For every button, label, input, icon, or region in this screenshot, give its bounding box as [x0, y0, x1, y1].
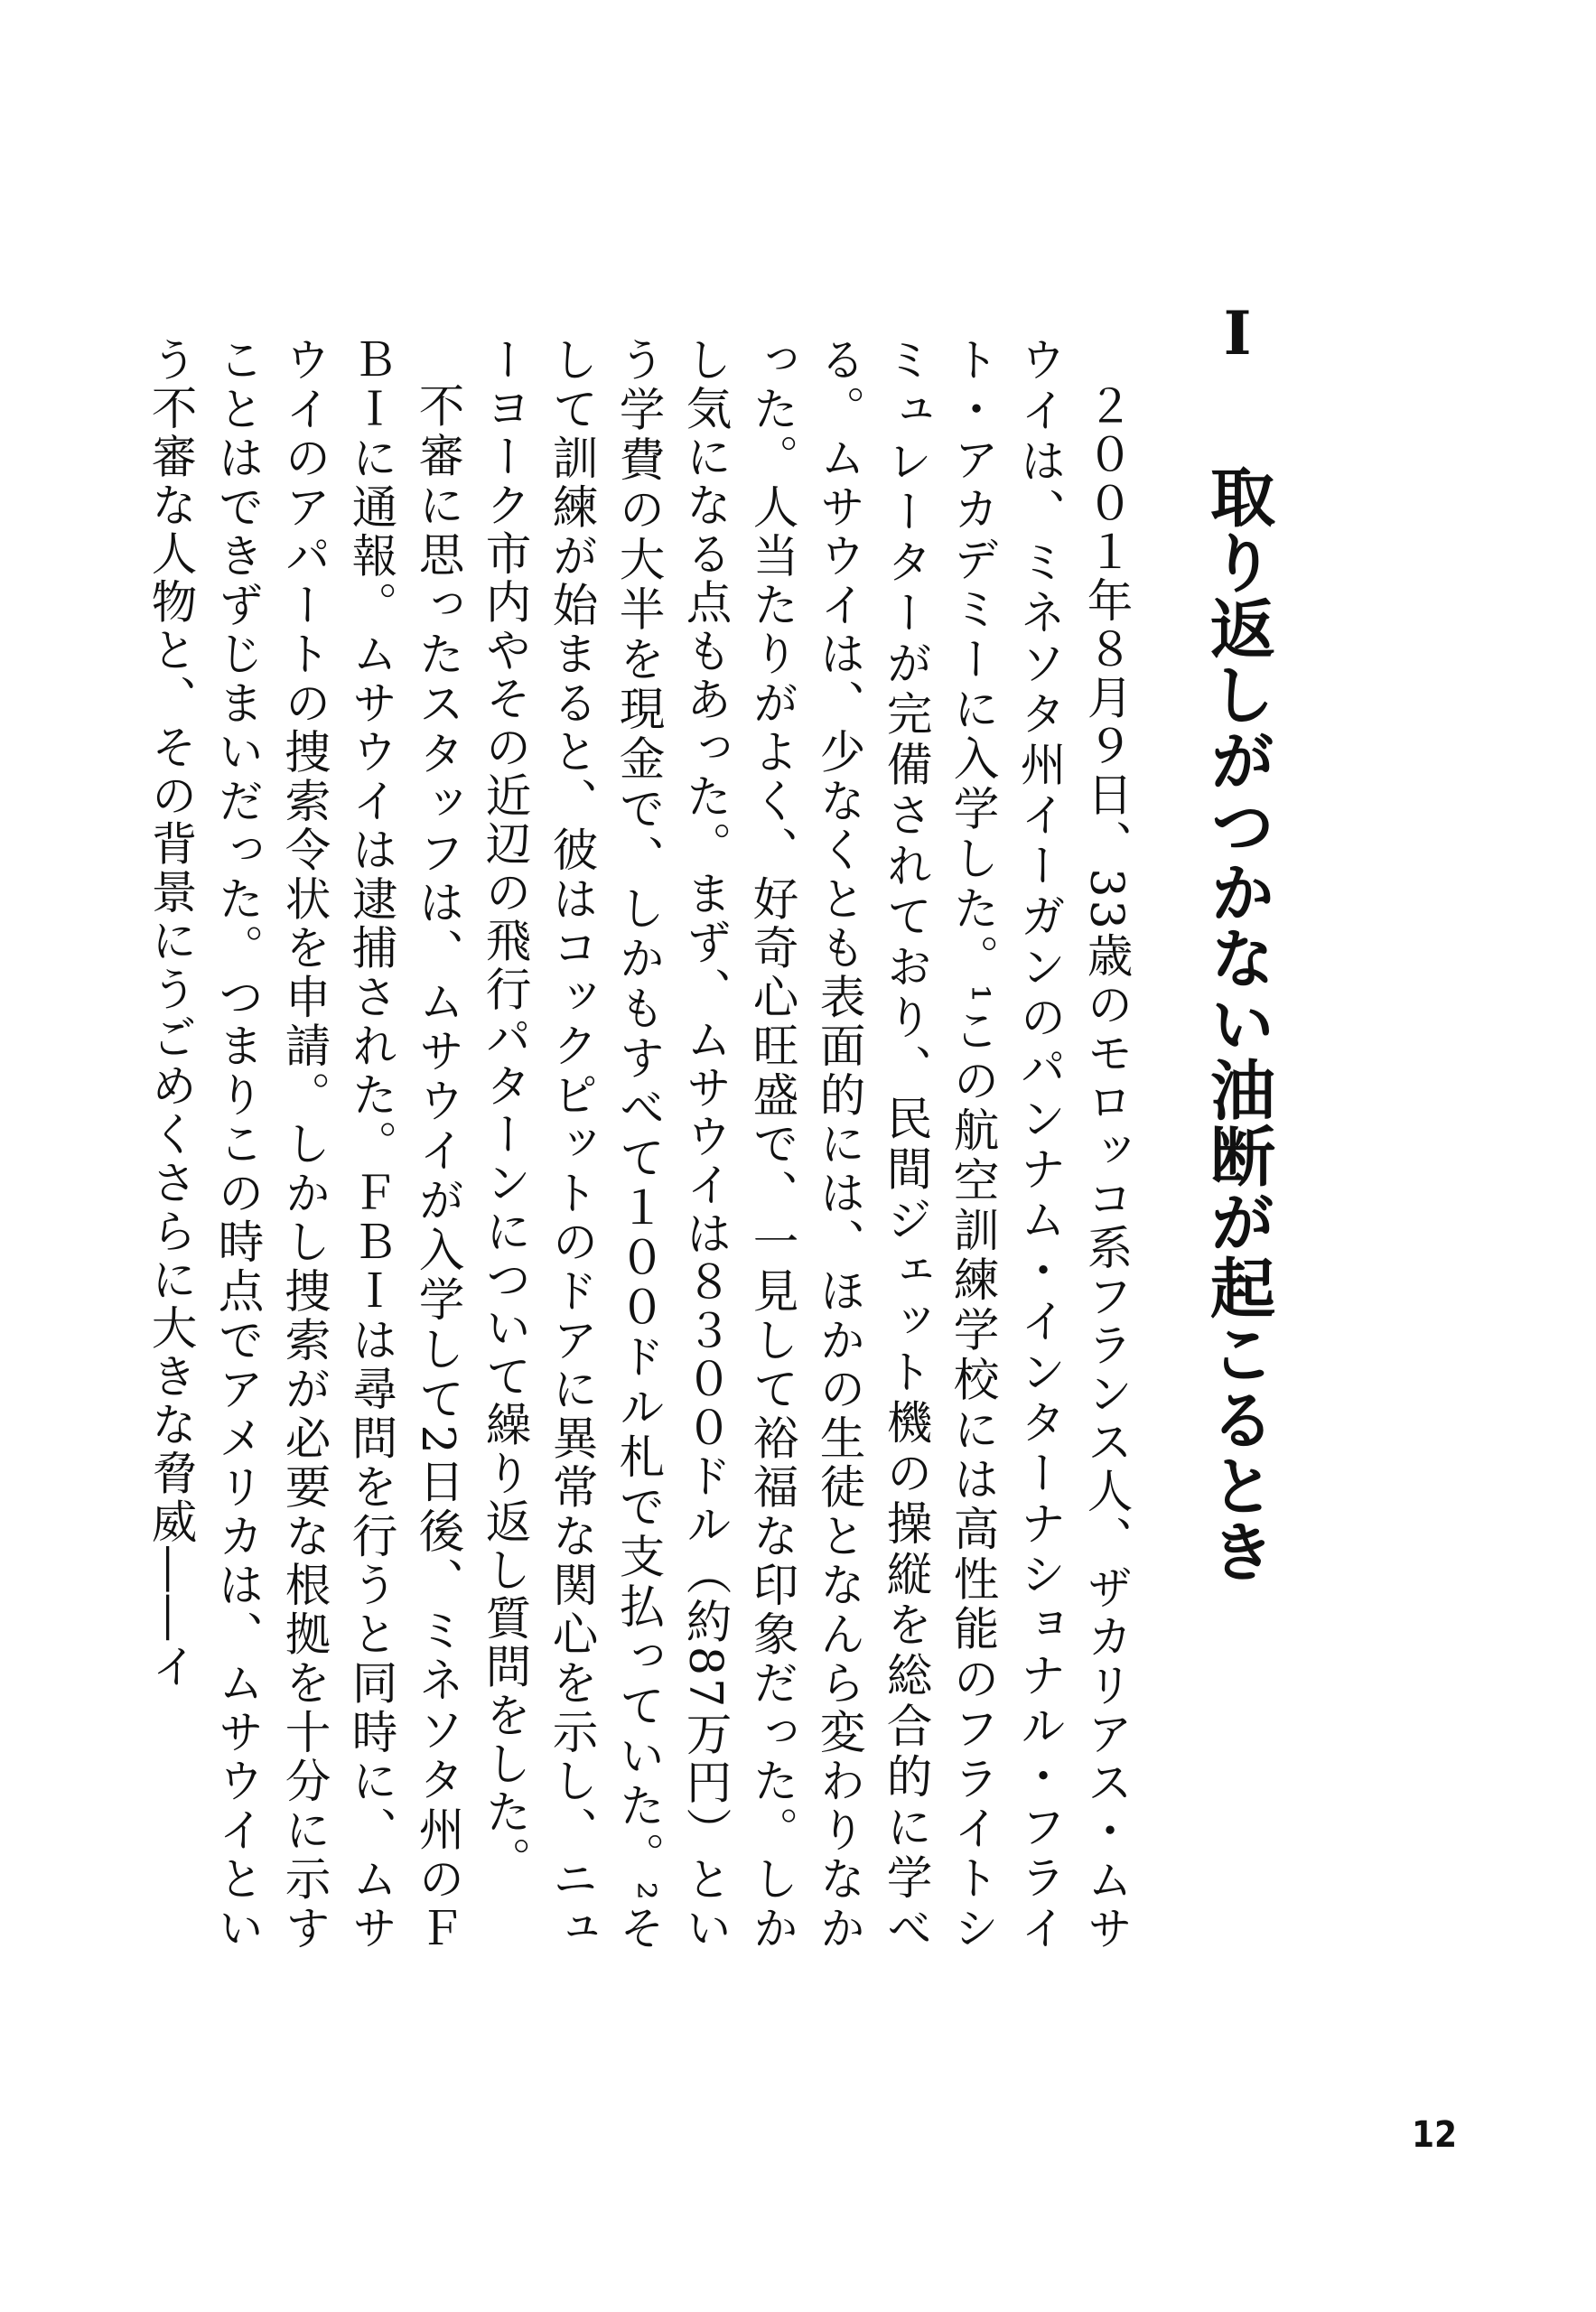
- paragraph: 不審に思ったスタッフは、ムサウイが入学して2日後、ミネソタ州のＦＢＩに通報。ムサウイは逮捕された。ＦＢＩは尋問を行うと同時に、ムサウイのアパートの捜索令状を申請。しかし捜索が必要な根拠を十分に示すことはできずじまいだった。つまりこの時点でアメリカは、ムサウイという不審な人物と、その背景にうごめくさらに大きな脅威――イ: [145, 336, 465, 1953]
- chapter-numeral: Ⅰ: [1202, 298, 1273, 368]
- chapter-title: 取り返しがつかない油断が起こるとき: [1199, 463, 1275, 1584]
- body-text: [145, 336, 1140, 1953]
- paragraph: ２００１年８月９日、33歳のモロッコ系フランス人、ザカリアス・ムサウイは、ミネソタ州イーガンのパンナム・インターナショナル・フライト・アカデミーに入学した。¹この航空訓練学校には高性能のフライトシミュレーターが完備されており、民間ジェット機の操縦を総合的に学べる。ムサウイは、少なくとも表面的には、ほかの生徒となんら変わりなかった。人当たりがよく、好奇心旺盛で、一見して裕福な印象だった。しかし気になる点もあった。まず、ムサウイは８３００ドル（約87万円）という学費の大半を現金で、しかもすべて１００ドル札で支払っていた。²そして訓練が始まると、彼はコックピットのドアに異常な関心を示し、ニューヨーク市内やその近辺の飛行パターンについて繰り返し質問をした。: [479, 336, 1134, 1953]
- chapter-heading: [1188, 298, 1287, 1584]
- page-number: 12: [1412, 2114, 1458, 2156]
